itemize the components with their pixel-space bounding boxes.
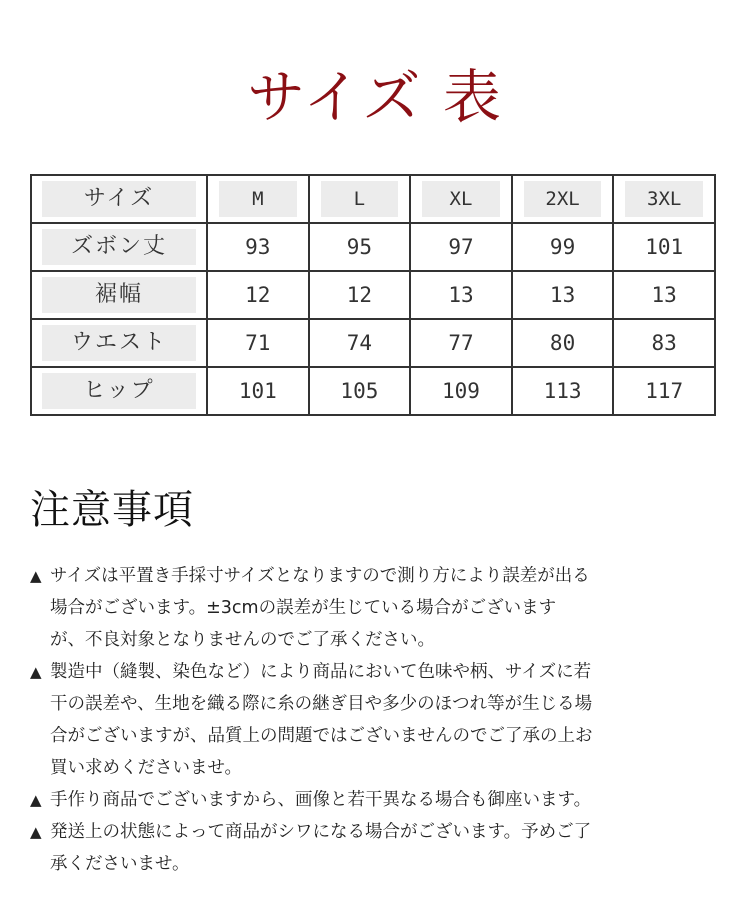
row-label: ウエスト	[42, 325, 196, 361]
table-cell: 95	[309, 223, 411, 271]
note-item	[30, 816, 720, 880]
note-line: 場合がございます。±3cmの誤差が生じている場合がございます	[50, 598, 557, 618]
table-cell: 13	[512, 271, 614, 319]
note-line: 干の誤差や、生地を織る際に糸の継ぎ目や多少のほつれ等が生じる場	[50, 694, 593, 714]
note-item	[30, 656, 720, 784]
note-line: 製造中（縫製、染色など）により商品において色味や柄、サイズに若	[50, 662, 592, 682]
note-line: 承くださいませ。	[50, 854, 190, 874]
size-2xl: 2XL	[524, 181, 602, 217]
table-row	[31, 223, 715, 271]
triangle-bullet-icon: ▲	[30, 567, 42, 585]
header-cell	[31, 175, 207, 223]
row-label-cell	[31, 319, 207, 367]
note-item	[30, 784, 720, 816]
note-line: 手作り商品でございますから、画像と若干異なる場合も御座います。	[50, 790, 592, 810]
table-cell: 12	[309, 271, 411, 319]
row-label: ズボン丈	[42, 229, 196, 265]
note-line: サイズは平置き手採寸サイズとなりますので測り方により誤差が出る	[50, 566, 590, 586]
table-cell: 71	[207, 319, 309, 367]
triangle-bullet-icon: ▲	[30, 823, 42, 841]
note-line: 買い求めくださいませ。	[50, 758, 242, 778]
table-cell: 80	[512, 319, 614, 367]
header-cell	[410, 175, 512, 223]
table-cell: 109	[410, 367, 512, 415]
size-m: M	[219, 181, 297, 217]
table-cell: 99	[512, 223, 614, 271]
notes-heading: 注意事項	[30, 487, 194, 533]
table-header-row	[31, 175, 715, 223]
header-cell	[207, 175, 309, 223]
table-row	[31, 367, 715, 415]
table-cell: 77	[410, 319, 512, 367]
header-label: サイズ	[42, 181, 196, 217]
table-row	[31, 271, 715, 319]
table-cell: 101	[613, 223, 715, 271]
table-cell: 13	[613, 271, 715, 319]
table-cell: 83	[613, 319, 715, 367]
table-row	[31, 319, 715, 367]
triangle-bullet-icon: ▲	[30, 791, 42, 809]
table-cell: 113	[512, 367, 614, 415]
table-cell: 13	[410, 271, 512, 319]
table-cell: 101	[207, 367, 309, 415]
table-cell: 12	[207, 271, 309, 319]
header-cell	[309, 175, 411, 223]
notes-list	[30, 560, 720, 880]
triangle-bullet-icon: ▲	[30, 663, 42, 681]
row-label: ヒップ	[42, 373, 196, 409]
table-cell: 117	[613, 367, 715, 415]
table-cell: 105	[309, 367, 411, 415]
table-cell: 97	[410, 223, 512, 271]
note-line: 合がございますが、品質上の問題ではございませんのでご了承の上お	[50, 726, 593, 746]
row-label-cell	[31, 367, 207, 415]
size-l: L	[321, 181, 399, 217]
row-label-cell	[31, 271, 207, 319]
size-table	[30, 174, 716, 416]
table-cell: 74	[309, 319, 411, 367]
row-label-cell	[31, 223, 207, 271]
size-chart-title: サイズ 表	[247, 63, 503, 131]
row-label: 裾幅	[42, 277, 196, 313]
size-xl: XL	[422, 181, 500, 217]
table-cell: 93	[207, 223, 309, 271]
header-cell	[613, 175, 715, 223]
size-3xl: 3XL	[625, 181, 703, 217]
note-line: 発送上の状態によって商品がシワになる場合がございます。予めご了	[50, 822, 592, 842]
note-item	[30, 560, 720, 656]
header-cell	[512, 175, 614, 223]
note-line: が、不良対象となりませんのでご了承ください。	[50, 630, 435, 650]
